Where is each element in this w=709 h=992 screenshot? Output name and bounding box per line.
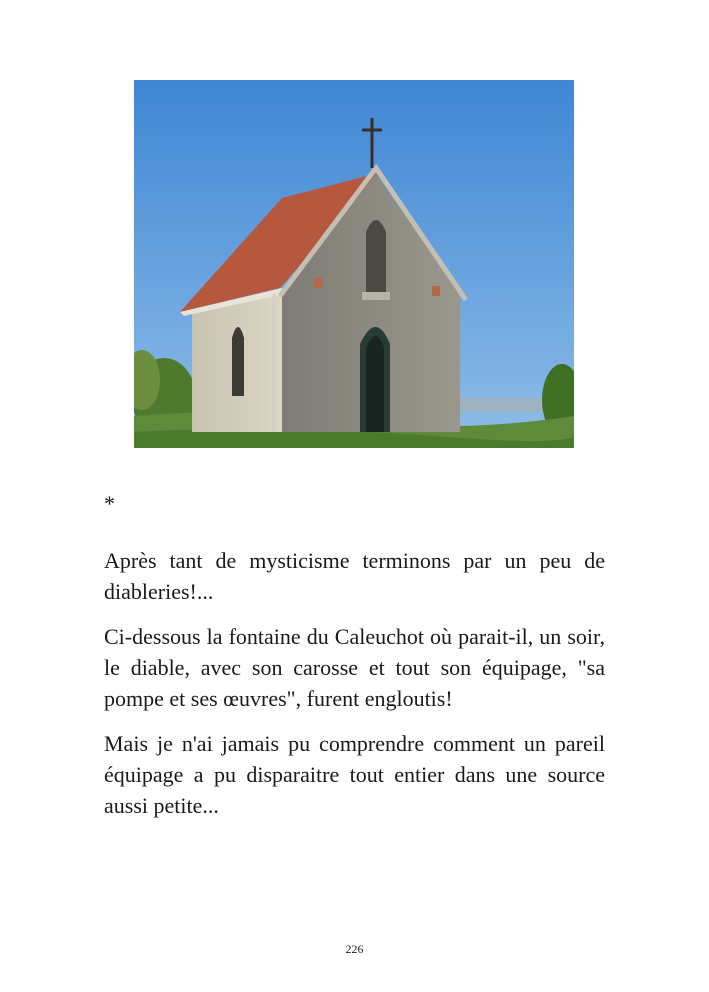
paragraph-2: Ci-dessous la fontaine du Caleuchot où parait-il, un soir, le diable, avec son carosse et tout son équipage, "sa pompe et ses œuvres", furent engloutis! — [104, 624, 605, 711]
section-separator: * — [104, 491, 115, 516]
gable-window — [366, 220, 386, 292]
page-text — [104, 488, 605, 835]
page-number: 226 — [345, 942, 364, 956]
paragraph-3: Mais je n'ai jamais pu comprendre comment un pareil équipage a pu disparaitre tout entier dans une source aussi petite... — [104, 731, 605, 818]
paragraph-1: Après tant de mysticisme terminons par un peu de diableries!... — [104, 548, 605, 604]
chapel-photo — [134, 80, 574, 448]
chapel-illustration — [134, 80, 574, 448]
side-window — [232, 327, 244, 396]
